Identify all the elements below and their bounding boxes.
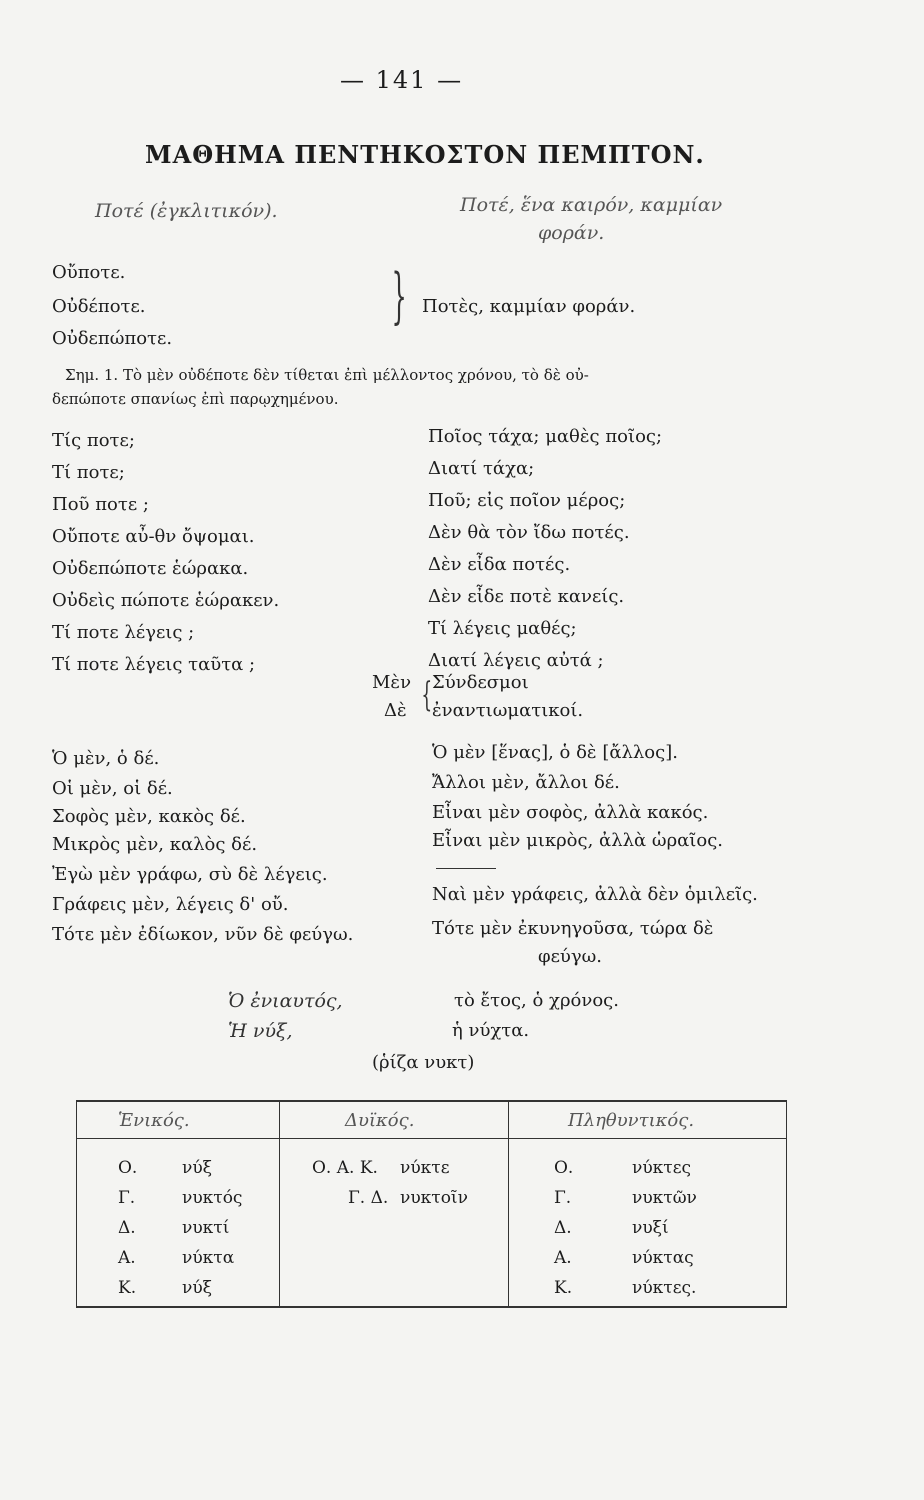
plural-form: νύκτας [632, 1248, 694, 1268]
pote-right-line1: Ποτέ, ἕνα καιρόν, καμμίαν [460, 194, 723, 216]
lesson-heading: ΜΑΘΗΜΑ ΠΕΝΤΗΚΟΣΤΟΝ ΠΕΜΠΤΟΝ. [145, 140, 705, 169]
men-example-right: Εἶναι μὲν σοφὸς, ἀλλὰ κακός. [432, 802, 709, 823]
tote-right-line2: φεύγω. [538, 946, 603, 967]
singular-case: Α. [118, 1248, 136, 1268]
plural-case: Δ. [554, 1218, 572, 1238]
eniautos-left: Ὁ ἐνιαυτός, [228, 990, 343, 1012]
table-left-border [76, 1100, 77, 1308]
singular-form: νυκτί [182, 1218, 230, 1238]
note-line1: Σημ. 1. Τὸ μὲν οὐδέποτε δὲν τίθεται ἐπὶ μέλλοντος χρόνου, τὸ δὲ οὐ- [65, 366, 589, 384]
plural-case: Γ. [554, 1188, 572, 1208]
conj-line1: Σύνδεσμοι [432, 672, 529, 693]
pair-left: Οὐδεὶς πώποτε ἑώρακεν. [52, 590, 280, 611]
singular-form: νύκτα [182, 1248, 235, 1268]
pair-left: Ποῦ ποτε ; [52, 494, 149, 515]
pair-left: Οὐδεπώποτε ἑώρακα. [52, 558, 249, 579]
men-example-right: Ναὶ μὲν γράφεις, ἀλλὰ δὲν ὁμιλεῖς. [432, 884, 758, 905]
neg-word-3: Οὐδεπώποτε. [52, 328, 173, 349]
dual-form: νυκτοῖν [400, 1188, 468, 1208]
plural-form: νυξί [632, 1218, 669, 1238]
pair-right: Τί λέγεις μαθές; [428, 618, 577, 639]
men-example-right: Ἄλλοι μὲν, ἄλλοι δέ. [432, 772, 620, 793]
men-example-left: Ὁ μὲν, ὁ δέ. [52, 748, 160, 769]
men-label: Μὲν [372, 672, 412, 693]
eniautos-right: τὸ ἔτος, ὁ χρόνος. [454, 990, 619, 1011]
pote-right-line2: φοράν. [538, 222, 605, 244]
men-example-right: Ὁ μὲν [ἕνας], ὁ δὲ [ἄλλος]. [432, 742, 678, 763]
singular-case: Δ. [118, 1218, 136, 1238]
header-singular: Ἑνικός. [118, 1110, 190, 1131]
pair-left: Τίς ποτε; [52, 430, 135, 451]
table-col-divider [508, 1100, 509, 1308]
pair-right: Διατί τάχα; [428, 458, 535, 479]
right-brace: } [391, 261, 407, 331]
men-example-left: Σοφὸς μὲν, κακὸς δέ. [52, 806, 246, 827]
plural-form: νύκτες. [632, 1278, 697, 1298]
pair-right: Δὲν εἶδε ποτὲ κανείς. [428, 586, 625, 607]
plural-form: νύκτες [632, 1158, 692, 1178]
men-example-right: Εἶναι μὲν μικρὸς, ἀλλὰ ὡραῖος. [432, 830, 724, 851]
table-bottom-rule [76, 1306, 786, 1308]
table-right-border [786, 1100, 787, 1308]
nyx-left: Ἡ νύξ, [228, 1020, 293, 1042]
singular-form: νύξ [182, 1278, 213, 1298]
header-plural: Πληθυντικός. [568, 1110, 695, 1131]
singular-form: νύξ [182, 1158, 213, 1178]
dual-form: νύκτε [400, 1158, 450, 1178]
tote-right-line1: Τότε μὲν ἐκυνηγοῦσα, τώρα δὲ [432, 918, 714, 939]
pair-right: Δὲν θὰ τὸν ἴδω ποτές. [428, 522, 630, 543]
plural-case: Α. [554, 1248, 572, 1268]
pair-left: Τί ποτε; [52, 462, 125, 483]
neg-word-2: Οὐδέποτε. [52, 296, 146, 317]
men-example-left: Ἐγὼ μὲν γράφω, σὺ δὲ λέγεις. [52, 864, 328, 885]
men-example-left: Οἱ μὲν, οἱ δέ. [52, 778, 173, 799]
plural-form: νυκτῶν [632, 1188, 697, 1208]
left-brace: { [421, 675, 433, 715]
singular-case: Γ. [118, 1188, 136, 1208]
men-example-left: Μικρὸς μὲν, καλὸς δέ. [52, 834, 258, 855]
plural-case: Ο. [554, 1158, 574, 1178]
pair-right: Ποῖος τάχα; μαθὲς ποῖος; [428, 426, 663, 447]
dual-case: Ο. Α. Κ. [312, 1158, 378, 1178]
de-label: Δὲ [384, 700, 407, 721]
tote-left: Τότε μὲν ἐδίωκον, νῦν δὲ φεύγω. [52, 924, 354, 945]
singular-case: Ο. [118, 1158, 138, 1178]
dual-case: Γ. Δ. [348, 1188, 389, 1208]
note-line2: δεπώποτε σπανίως ἐπὶ παρῳχημένου. [52, 390, 339, 408]
page-number: — 141 — [340, 66, 464, 94]
neg-translation: Ποτὲς, καμμίαν φοράν. [422, 296, 636, 317]
men-example-left: Γράφεις μὲν, λέγεις δ' οὔ. [52, 894, 289, 915]
divider-rule [436, 868, 496, 869]
conj-line2: ἐναντιωματικοί. [432, 700, 584, 721]
pair-left: Τί ποτε λέγεις ; [52, 622, 195, 643]
plural-case: Κ. [554, 1278, 573, 1298]
riza: (ῥίζα νυκτ) [372, 1052, 475, 1073]
pair-right: Δὲν εἶδα ποτές. [428, 554, 571, 575]
pair-right: Ποῦ; εἰς ποῖον μέρος; [428, 490, 626, 511]
nyx-right: ἡ νύχτα. [452, 1020, 530, 1041]
table-top-rule [76, 1100, 786, 1102]
singular-case: Κ. [118, 1278, 137, 1298]
pote-left: Ποτέ (ἐγκλιτικόν). [95, 200, 278, 222]
pair-left: Οὔποτε αὖ-θν ὄψομαι. [52, 526, 255, 547]
pair-left: Τί ποτε λέγεις ταῦτα ; [52, 654, 256, 675]
table-col-divider [279, 1100, 280, 1308]
singular-form: νυκτός [182, 1188, 243, 1208]
table-header-rule [76, 1138, 786, 1139]
header-dual: Δυϊκός. [345, 1110, 415, 1131]
neg-word-1: Οὔποτε. [52, 262, 126, 283]
pair-right: Διατί λέγεις αὐτά ; [428, 650, 604, 671]
